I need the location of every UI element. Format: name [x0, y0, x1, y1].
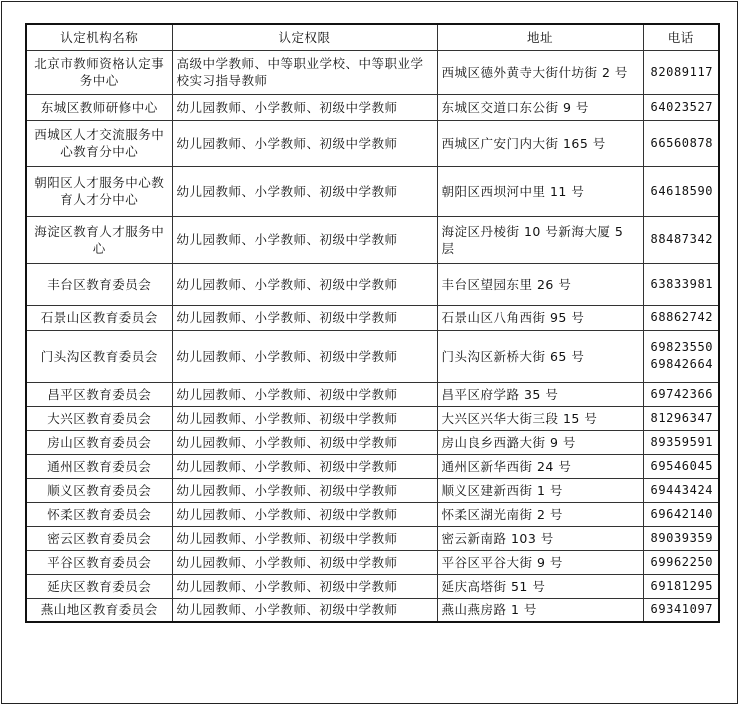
- header-scope: 认定权限: [172, 24, 437, 50]
- phone-cell: [643, 502, 719, 526]
- scope-cell: 幼儿园教师、小学教师、初级中学教师: [172, 94, 437, 120]
- phone-number: 82089117: [650, 64, 714, 79]
- scope-cell: 幼儿园教师、小学教师、初级中学教师: [172, 305, 437, 330]
- phone-number: 64023527: [650, 99, 714, 114]
- phone-cell: [643, 574, 719, 598]
- agency-name-cell: 东城区教师研修中心: [26, 94, 172, 120]
- scope-cell: 幼儿园教师、小学教师、初级中学教师: [172, 382, 437, 406]
- phone-number: 69842664: [650, 357, 714, 371]
- table-row: [26, 502, 719, 526]
- agency-name-cell: 平谷区教育委员会: [26, 550, 172, 574]
- scope-cell: 幼儿园教师、小学教师、初级中学教师: [172, 502, 437, 526]
- scope-cell: 幼儿园教师、小学教师、初级中学教师: [172, 550, 437, 574]
- table-row: [26, 305, 719, 330]
- table-header-row: [26, 24, 719, 50]
- phone-number: 88487342: [650, 232, 714, 246]
- agency-name-cell: 燕山地区教育委员会: [26, 598, 172, 622]
- phone-cell: [643, 526, 719, 550]
- address-cell: 房山良乡西潞大街 9 号: [437, 430, 643, 454]
- table-row: [26, 454, 719, 478]
- agency-name-cell: 密云区教育委员会: [26, 526, 172, 550]
- phone-number: 68862742: [650, 310, 714, 324]
- phone-number: 69962250: [650, 554, 714, 569]
- header-agency-name: 认定机构名称: [26, 24, 172, 50]
- agency-name-cell: 顺义区教育委员会: [26, 478, 172, 502]
- agency-name-cell: 房山区教育委员会: [26, 430, 172, 454]
- phone-cell: [643, 50, 719, 94]
- address-cell: 怀柔区湖光南街 2 号: [437, 502, 643, 526]
- table-row: [26, 406, 719, 430]
- table-row: [26, 550, 719, 574]
- table-row: [26, 526, 719, 550]
- address-cell: 西城区德外黄寺大街什坊街 2 号: [437, 50, 643, 94]
- phone-cell: [643, 478, 719, 502]
- address-cell: 平谷区平谷大街 9 号: [437, 550, 643, 574]
- phone-cell: [643, 166, 719, 216]
- address-cell: 通州区新华西街 24 号: [437, 454, 643, 478]
- scope-cell: 幼儿园教师、小学教师、初级中学教师: [172, 406, 437, 430]
- phone-cell: [643, 454, 719, 478]
- phone-number: 63833981: [650, 276, 714, 291]
- phone-cell: [643, 330, 719, 382]
- table-row: [26, 166, 719, 216]
- phone-number: 89039359: [650, 530, 714, 545]
- scope-cell: 幼儿园教师、小学教师、初级中学教师: [172, 598, 437, 622]
- header-phone: 电话: [643, 24, 719, 50]
- table-row: [26, 574, 719, 598]
- table-row: [26, 478, 719, 502]
- table-body: [26, 50, 719, 622]
- phone-cell: [643, 406, 719, 430]
- agency-name-cell: 门头沟区教育委员会: [26, 330, 172, 382]
- table-row: [26, 382, 719, 406]
- address-cell: 大兴区兴华大街三段 15 号: [437, 406, 643, 430]
- header-address: 地址: [437, 24, 643, 50]
- address-cell: 东城区交道口东公街 9 号: [437, 94, 643, 120]
- table-row: [26, 94, 719, 120]
- agency-name-cell: 昌平区教育委员会: [26, 382, 172, 406]
- phone-cell: [643, 382, 719, 406]
- address-cell: 石景山区八角西街 95 号: [437, 305, 643, 330]
- scope-cell: 幼儿园教师、小学教师、初级中学教师: [172, 120, 437, 166]
- phone-cell: [643, 430, 719, 454]
- scope-cell: 幼儿园教师、小学教师、初级中学教师: [172, 478, 437, 502]
- address-cell: 燕山燕房路 1 号: [437, 598, 643, 622]
- agency-name-cell: 西城区人才交流服务中心教育分中心: [26, 120, 172, 166]
- address-cell: 昌平区府学路 35 号: [437, 382, 643, 406]
- scope-cell: 幼儿园教师、小学教师、初级中学教师: [172, 526, 437, 550]
- scope-cell: 高级中学教师、中等职业学校、中等职业学校实习指导教师: [172, 50, 437, 94]
- agency-name-cell: 海淀区教育人才服务中心: [26, 216, 172, 263]
- address-cell: 顺义区建新西街 1 号: [437, 478, 643, 502]
- agency-name-cell: 怀柔区教育委员会: [26, 502, 172, 526]
- phone-number: 81296347: [650, 410, 714, 425]
- phone-number: 64618590: [650, 183, 714, 198]
- address-cell: 海淀区丹棱街 10 号新海大厦 5 层: [437, 216, 643, 263]
- agency-name-cell: 大兴区教育委员会: [26, 406, 172, 430]
- phone-cell: [643, 216, 719, 263]
- phone-number: 69443424: [650, 482, 714, 497]
- certification-agency-table: [25, 23, 720, 623]
- phone-cell: [643, 94, 719, 120]
- agency-name-cell: 通州区教育委员会: [26, 454, 172, 478]
- phone-number: 89359591: [650, 434, 714, 449]
- agency-name-cell: 朝阳区人才服务中心教育人才分中心: [26, 166, 172, 216]
- phone-number: 69642140: [650, 506, 714, 521]
- table-row: [26, 216, 719, 263]
- scope-cell: 幼儿园教师、小学教师、初级中学教师: [172, 330, 437, 382]
- scope-cell: 幼儿园教师、小学教师、初级中学教师: [172, 216, 437, 263]
- phone-number: 69823550: [650, 340, 714, 354]
- table-row: [26, 330, 719, 382]
- scope-cell: 幼儿园教师、小学教师、初级中学教师: [172, 574, 437, 598]
- table-row: [26, 598, 719, 622]
- address-cell: 朝阳区西坝河中里 11 号: [437, 166, 643, 216]
- table-row: [26, 120, 719, 166]
- scope-cell: 幼儿园教师、小学教师、初级中学教师: [172, 430, 437, 454]
- scope-cell: 幼儿园教师、小学教师、初级中学教师: [172, 166, 437, 216]
- phone-number: 69546045: [650, 458, 714, 473]
- address-cell: 延庆高塔街 51 号: [437, 574, 643, 598]
- phone-cell: [643, 120, 719, 166]
- agency-name-cell: 北京市教师资格认定事务中心: [26, 50, 172, 94]
- phone-cell: [643, 598, 719, 622]
- phone-number: 69742366: [650, 386, 714, 401]
- phone-cell: [643, 263, 719, 305]
- agency-name-cell: 延庆区教育委员会: [26, 574, 172, 598]
- address-cell: 丰台区望园东里 26 号: [437, 263, 643, 305]
- phone-number: 66560878: [650, 135, 714, 150]
- table-row: [26, 430, 719, 454]
- agency-name-cell: 石景山区教育委员会: [26, 305, 172, 330]
- agency-name-cell: 丰台区教育委员会: [26, 263, 172, 305]
- scope-cell: 幼儿园教师、小学教师、初级中学教师: [172, 263, 437, 305]
- phone-number: 69341097: [650, 602, 714, 617]
- address-cell: 门头沟区新桥大街 65 号: [437, 330, 643, 382]
- phone-cell: [643, 305, 719, 330]
- address-cell: 西城区广安门内大街 165 号: [437, 120, 643, 166]
- table-row: [26, 263, 719, 305]
- scope-cell: 幼儿园教师、小学教师、初级中学教师: [172, 454, 437, 478]
- address-cell: 密云新南路 103 号: [437, 526, 643, 550]
- table-row: [26, 50, 719, 94]
- phone-cell: [643, 550, 719, 574]
- phone-number: 69181295: [650, 578, 714, 593]
